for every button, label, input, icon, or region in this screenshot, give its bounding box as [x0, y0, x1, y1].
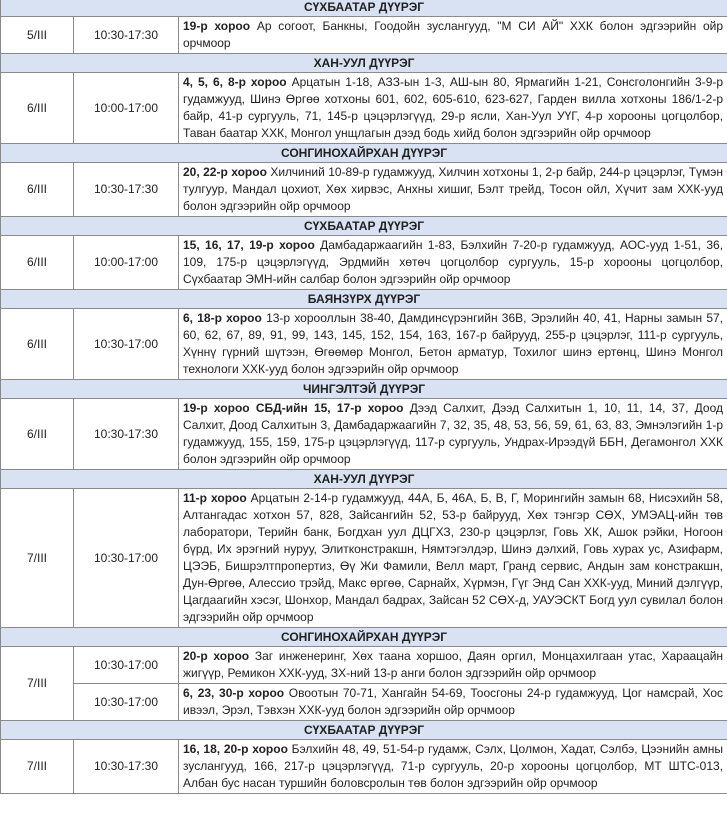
district-name: БАЯНЗҮРХ ДҮҮРЭГ	[1, 290, 727, 309]
district-name: ХАН-УУЛ ДҮҮРЭГ	[1, 54, 727, 73]
outage-time: 10:30-17:00	[74, 309, 179, 380]
district-header-row	[1, 0, 727, 17]
area-list: Дамбадаржаагийн 1-83, Бэлхийн 7-20-р гудамжууд, АОС-ууд 1-51, 36, 109, 175-р цэцэрлэгүүд, Эрдмийн хөтөч цогцолбор сургууль, 15-р хорооны цогцолбор, Сүхбаатар ЭМН-ийн салбар болон эдгээрийн ойр орчмоор	[183, 238, 724, 286]
affected-area	[179, 489, 727, 628]
area-list: Арцатын 1-18, АЗЗ-ын 1-3, АШ-ын 80, Ярмагийн 1-21, Сонсголонгийн 3-9-р гудамжууд, Шинэ Өргөө хотхоны 601, 602, 605-610, 623-627, Гарден вилла хотхоны 186/1-2-р байр, 41-р сургууль, 71, 145-р цэцэрлэгүүд, 29-р ясли, Хан-Уул УҮГ, 4-р хорооны цогцолбор, Таван баатар ХХК, Монгол унщлагын дээд бодь хийд болон эдгээрийн ойр орчмоор	[183, 75, 724, 140]
area-list: Ар согоот, Банкны, Гоодойн зуслангууд, "М СИ АЙ" ХХК болон эдгээрийн ойр орчмоор	[183, 19, 724, 50]
schedule-row	[1, 17, 727, 54]
schedule-row	[1, 647, 727, 684]
affected-area	[179, 684, 727, 721]
affected-area	[179, 740, 727, 794]
area-list: Овоотын 70-71, Хангайн 54-69, Тоосгоны 24-р гудамжууд, Цог намсрай, Хос ивээл, Эрэл, Тэвхэн ХХК-ууд болон эдгээрийн ойр орчмоор	[183, 686, 724, 717]
district-header-row	[1, 144, 727, 163]
outage-time: 10:30-17:30	[74, 17, 179, 54]
district-name: СҮХБААТАР ДҮҮРЭГ	[1, 721, 727, 740]
area-list: Бэлхийн 48, 49, 51-54-р гудамж, Сэлх, Цолмон, Хадат, Сэлбэ, Цээнийн амны зуслангууд, 166, 217-р цэцэрлэгүүд, 71-р сургууль, 20-р хорооны цогцолбор, МТ ШТС-013, Албан бус насан туршийн боловсролын төв болон эдгээрийн ойр орчмоор	[183, 742, 724, 790]
khoroo-label: 6, 23, 30-р хороо	[183, 686, 285, 700]
affected-area	[179, 17, 727, 54]
affected-area	[179, 647, 727, 684]
district-name: ХАН-УУЛ ДҮҮРЭГ	[1, 470, 727, 489]
outage-time: 10:00-17:00	[74, 236, 179, 290]
district-name: СҮХБААТАР ДҮҮРЭГ	[1, 0, 727, 17]
khoroo-label: 15, 16, 17, 19-р хороо	[183, 238, 315, 252]
district-header-row	[1, 721, 727, 740]
area-list: Хилчиний 10-89-р гудамжууд, Хилчин хотхоны 1, 2-р байр, 244-р цэцэрлэг, Түмэн тулгуур, Мандал цохиот, Хөх хирвэс, Анхны хишиг, Бэлт трейд, Тосон ойл, Хүчит зам ХХК-ууд болон эдгээрийн ойр орчмоор	[183, 165, 724, 213]
district-header-row	[1, 54, 727, 73]
outage-date: 6/III	[1, 236, 74, 290]
outage-date: 6/III	[1, 73, 74, 144]
district-name: СОНГИНОХАЙРХАН ДҮҮРЭГ	[1, 628, 727, 647]
outage-time: 10:30-17:00	[74, 684, 179, 721]
area-list: Заг инженеринг, Хөх таана хоршоо, Даян оргил, Монцахилгаан утас, Хараацайн жигүүр, Ремикон ХХК-ууд, ЗХ-ний 13-р анги болон эдгээрийн ойр орчмоор	[183, 649, 724, 680]
schedule-row	[1, 236, 727, 290]
schedule-row	[1, 489, 727, 628]
outage-time: 10:30-17:00	[74, 489, 179, 628]
schedule-row	[1, 399, 727, 470]
schedule-row	[1, 740, 727, 794]
affected-area	[179, 236, 727, 290]
outage-date: 7/III	[1, 647, 74, 721]
outage-date: 7/III	[1, 740, 74, 794]
khoroo-label: 19-р хороо	[183, 19, 251, 33]
outage-date: 5/III	[1, 17, 74, 54]
khoroo-label: 20, 22-р хороо	[183, 165, 267, 179]
schedule-row	[1, 684, 727, 721]
outage-date: 6/III	[1, 399, 74, 470]
schedule-row	[1, 309, 727, 380]
district-name: СОНГИНОХАЙРХАН ДҮҮРЭГ	[1, 144, 727, 163]
affected-area	[179, 399, 727, 470]
district-header-row	[1, 628, 727, 647]
schedule-row	[1, 163, 727, 217]
district-header-row	[1, 217, 727, 236]
district-header-row	[1, 290, 727, 309]
khoroo-label: 19-р хороо СБД-ийн 15, 17-р хороо	[183, 401, 404, 415]
outage-date: 6/III	[1, 163, 74, 217]
outage-date: 7/III	[1, 489, 74, 628]
affected-area	[179, 73, 727, 144]
area-list: Дээд Салхит, Дээд Салхитын 1, 10, 11, 14, 37, Доод Салхит, Доод Салхитын 3, Дамбадаржаагийн 7, 32, 35, 48, 53, 56, 59, 61, 63, 83, Эмнэлэгийн 1-р гудамжууд, 155, 159, 175-р цэцэрлэгүүд, 117-р сургууль, Ундрах-Ирээдүй ББН, Дегамонгол ХХК болон эдгээрийн ойр орчмоор	[183, 401, 724, 466]
outage-date: 6/III	[1, 309, 74, 380]
district-name: СҮХБААТАР ДҮҮРЭГ	[1, 217, 727, 236]
khoroo-label: 11-р хороо	[183, 491, 247, 505]
affected-area	[179, 163, 727, 217]
district-name: ЧИНГЭЛТЭЙ ДҮҮРЭГ	[1, 380, 727, 399]
district-header-row	[1, 380, 727, 399]
area-list: Арцатын 2-14-р гудамжууд, 44А, Б, 46А, Б, В, Г, Морингийн замын 68, Нисэхийн 58, Алтангадас хотхон 57, 828, Зайсангийн 52, 53-р байрууд, Хөх тэнгэр СӨХ, УМЭАЦ-ийн төв лаборатори, Терийн банк, Богдхан уул ДЦГХЗ, 230-р цэцэрлэг, Говь ХК, Ашок рэйки, Ногоон бүрд, Их эрэгний нуруу, Элитконстракшн, Нямтэгэлдэр, Шинэ дэлхий, Говь хурах ус, Азифарм, ЦЭЭБ, Бишрэлтпропертиз, Өү Жи Фамили, Велл март, Гранд сервис, Андын зам констракшн, Дун-Өргөө, Алессио трэйд, Макс өргөө, Сарнайх, Хүрмэн, Гүг Энд Сан ХХК-ууд, Миний дэлгүүр, Цагдаагийн хэсэг, Шонхор, Мандал бадрах, Зайсан 52 СӨХ-д, УАУЭСКТ Богд уул сувилал болон эдгээрийн ойр орчмоор	[183, 491, 724, 624]
outage-time: 10:30-17:30	[74, 163, 179, 217]
schedule-row	[1, 73, 727, 144]
affected-area	[179, 309, 727, 380]
khoroo-label: 4, 5, 6, 8-р хороо	[183, 75, 287, 89]
area-list: 13-р хорооллын 38-40, Дамдинсүрэнгийн 36В, Эрэлийн 40, 41, Нарны замын 57, 60, 62, 67, 89, 91, 99, 143, 145, 152, 154, 163, 167-р байрууд, 255-р цэцэрлэг, 111-р сургууль, Хүннү гүрний шүтээн, Өгөөмөр Монгол, Бетон арматур, Тохилог шинэ ертөнц, Шинэ Монгол технологи ХХК-ууд болон эдгээрийн ойр орчмоор	[183, 311, 724, 376]
khoroo-label: 20-р хороо	[183, 649, 250, 663]
outage-time: 10:30-17:30	[74, 740, 179, 794]
outage-time: 10:30-17:00	[74, 647, 179, 684]
outage-time: 10:00-17:00	[74, 73, 179, 144]
district-header-row	[1, 470, 727, 489]
outage-time: 10:30-17:30	[74, 399, 179, 470]
khoroo-label: 6, 18-р хороо	[183, 311, 262, 325]
khoroo-label: 16, 18, 20-р хороо	[183, 742, 288, 756]
